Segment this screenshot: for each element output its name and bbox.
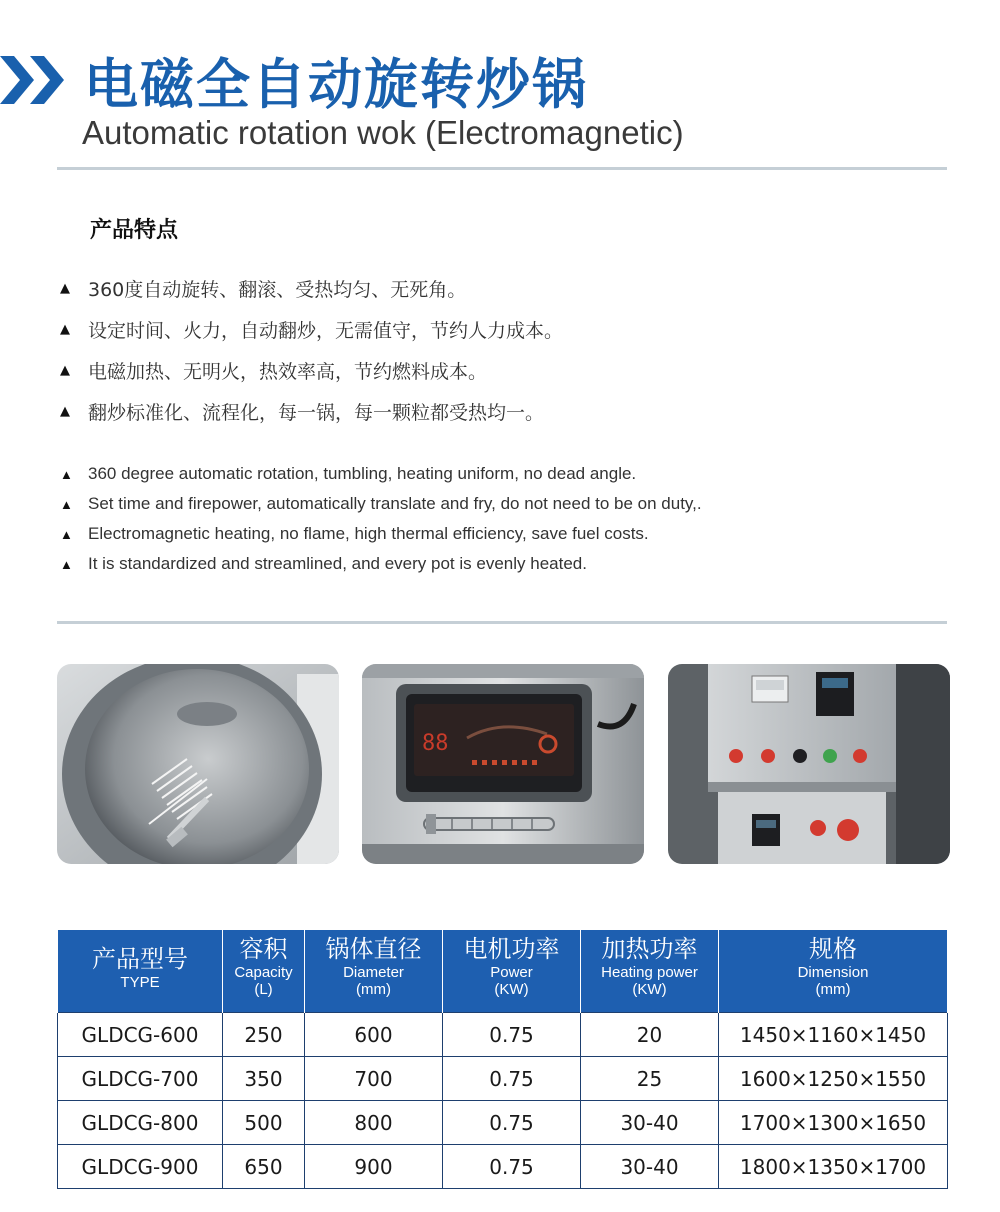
cell-heating-power: 30-40	[581, 1145, 719, 1189]
list-item: ▲ 翻炒标准化、流程化，每一锅，每一颗粒都受热均一。	[60, 402, 545, 424]
triangle-bullet-icon: ▲	[60, 363, 70, 378]
cell-dimension: 1700×1300×1650	[719, 1101, 948, 1145]
page-title: 电磁全自动旋转炒锅	[84, 53, 588, 116]
divider	[57, 621, 947, 624]
triangle-bullet-icon: ▲	[60, 281, 70, 296]
table-header-row	[58, 930, 948, 1013]
list-item: ▲ 360 degree automatic rotation, tumbling, heating uniform, no dead angle.	[60, 464, 637, 483]
wok-drum-interior-photo	[57, 664, 339, 864]
table-row	[58, 1013, 948, 1057]
features-heading: 产品特点	[90, 218, 179, 243]
cell-type: GLDCG-800	[58, 1101, 223, 1145]
cell-heating-power: 30-40	[581, 1101, 719, 1145]
cell-type: GLDCG-900	[58, 1145, 223, 1189]
page-header	[0, 30, 1000, 160]
cell-capacity: 250	[223, 1013, 305, 1057]
column-header-type: 产品型号 TYPE	[58, 930, 223, 1013]
cell-type: GLDCG-700	[58, 1057, 223, 1101]
list-item: ▲ 360度自动旋转、翻滚、受热均匀、无死角。	[60, 279, 467, 301]
triangle-bullet-icon: ▲	[60, 322, 70, 337]
features-list-cn	[60, 268, 563, 432]
table-row	[58, 1145, 948, 1189]
cell-dimension: 1600×1250×1550	[719, 1057, 948, 1101]
list-item: ▲ It is standardized and streamlined, and every pot is evenly heated.	[60, 554, 587, 573]
column-header-power: 电机功率 Power (KW)	[443, 930, 581, 1013]
double-chevron-right-icon	[0, 52, 72, 108]
cell-power: 0.75	[443, 1145, 581, 1189]
control-panel-display-photo	[362, 664, 644, 864]
cell-capacity: 500	[223, 1101, 305, 1145]
table-row	[58, 1101, 948, 1145]
page-subtitle: Automatic rotation wok (Electromagnetic)	[82, 114, 684, 151]
cell-heating-power: 25	[581, 1057, 719, 1101]
cell-dimension: 1450×1160×1450	[719, 1013, 948, 1057]
triangle-bullet-icon: ▲	[60, 556, 73, 572]
cell-diameter: 700	[305, 1057, 443, 1101]
cell-capacity: 350	[223, 1057, 305, 1101]
cell-dimension: 1800×1350×1700	[719, 1145, 948, 1189]
column-header-diameter: 锅体直径 Diameter (mm)	[305, 930, 443, 1013]
cell-power: 0.75	[443, 1101, 581, 1145]
product-photos	[0, 664, 1000, 864]
cell-capacity: 650	[223, 1145, 305, 1189]
triangle-bullet-icon: ▲	[60, 466, 73, 482]
triangle-bullet-icon: ▲	[60, 526, 73, 542]
list-item: ▲ Set time and firepower, automatically translate and fry, do not need to be on duty,.	[60, 494, 702, 513]
list-item: ▲ 电磁加热、无明火，热效率高，节约燃料成本。	[60, 361, 488, 383]
cell-power: 0.75	[443, 1013, 581, 1057]
table-row	[58, 1057, 948, 1101]
list-item: ▲ Electromagnetic heating, no flame, high thermal efficiency, save fuel costs.	[60, 524, 649, 543]
triangle-bullet-icon: ▲	[60, 496, 73, 512]
features-list-en	[60, 459, 702, 579]
column-header-heating-power: 加热功率 Heating power (KW)	[581, 930, 719, 1013]
cell-diameter: 800	[305, 1101, 443, 1145]
column-header-dimension: 规格 Dimension (mm)	[719, 930, 948, 1013]
cell-diameter: 600	[305, 1013, 443, 1057]
cell-power: 0.75	[443, 1057, 581, 1101]
display-readout: 88	[422, 731, 449, 756]
cell-heating-power: 20	[581, 1013, 719, 1057]
triangle-bullet-icon: ▲	[60, 404, 70, 419]
column-header-capacity: 容积 Capacity (L)	[223, 930, 305, 1013]
list-item: ▲ 设定时间、火力，自动翻炒，无需值守，节约人力成本。	[60, 320, 564, 342]
specification-table	[57, 930, 948, 1189]
divider	[57, 167, 947, 170]
cell-type: GLDCG-600	[58, 1013, 223, 1057]
control-cabinet-buttons-photo	[668, 664, 950, 864]
cell-diameter: 900	[305, 1145, 443, 1189]
